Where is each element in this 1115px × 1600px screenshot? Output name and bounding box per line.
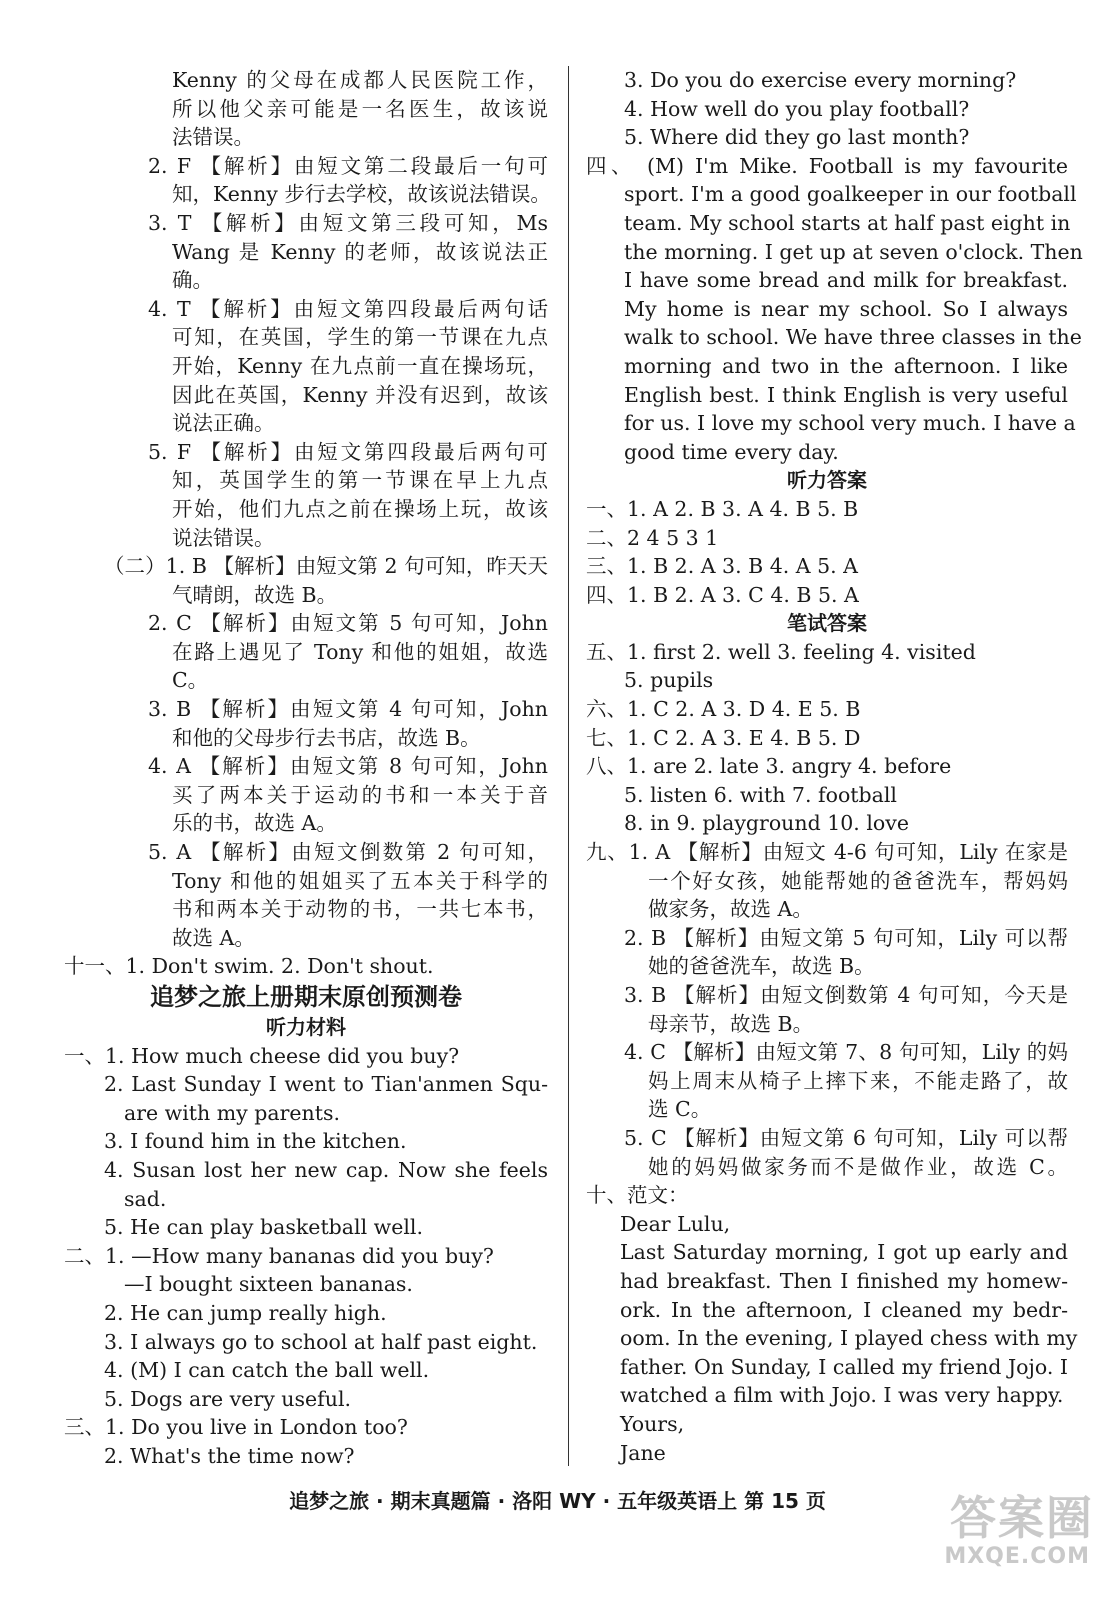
text-line: Tony 和他的姐姐买了五本关于科学的: [172, 868, 548, 893]
text-line: —I bought sixteen bananas.: [124, 1272, 413, 1297]
text-line: 三、1. Do you live in London too?: [64, 1415, 408, 1440]
answer-line: 5. F 【解析】由短文第四段最后两句可: [148, 439, 548, 464]
answer-line: 8. in 9. playground 10. love: [624, 811, 909, 836]
text-line: 故选 A。: [172, 925, 255, 950]
text-line: English best. I think English is very useful: [624, 382, 1068, 407]
answer-line: 九、1. A 【解析】由短文 4-6 句可知，Lily 在家是: [586, 840, 1068, 865]
text-line: 说法错误。: [172, 525, 275, 550]
text-line: the morning. I get up at seven o'clock. Then: [624, 239, 1083, 264]
text-line: Dear Lulu,: [620, 1211, 731, 1236]
text-line: 在路上遇见了 Tony 和他的姐姐，故选: [172, 639, 548, 664]
text-line: 4. Susan lost her new cap. Now she feels: [104, 1157, 548, 1182]
text-line: 3. Do you do exercise every morning?: [624, 68, 1017, 92]
text-line: 5. Dogs are very useful.: [104, 1386, 352, 1411]
text-line: 3. I always go to school at half past eight.: [104, 1329, 538, 1354]
text-line: ork. In the afternoon, I cleaned my bedr-: [620, 1297, 1068, 1322]
answer-line: 七、1. C 2. A 3. E 4. B 5. D: [586, 725, 861, 750]
text-line: 气晴朗，故选 B。: [172, 582, 338, 607]
text-line: father. On Sunday, I called my friend Jojo. I: [620, 1354, 1068, 1379]
text-line: 选 C。: [648, 1097, 712, 1122]
text-line: 二、1. —How many bananas did you buy?: [64, 1243, 494, 1268]
text-line: My home is near my school. So I always: [624, 296, 1068, 321]
answer-line: 一、1. A 2. B 3. A 4. B 5. B: [586, 496, 859, 521]
text-line: 说法正确。: [172, 411, 275, 436]
text-line: 书和两本关于动物的书，一共七本书，: [172, 897, 548, 922]
section-subtitle: 听力材料: [266, 1015, 346, 1039]
answer-line: 3. B 【解析】由短文倒数第 4 句可知，今天是: [624, 983, 1068, 1007]
text-line: walk to school. We have three classes in the: [624, 325, 1082, 350]
text-line: watched a film with Jojo. I was very happy.: [620, 1383, 1064, 1408]
text-line: 法错误。: [172, 125, 254, 150]
section-title: 追梦之旅上册期末原创预测卷: [150, 983, 462, 1011]
text-line: 所以他父亲可能是一名医生，故该说: [172, 96, 548, 121]
text-line: 2. What's the time now?: [104, 1443, 355, 1468]
text-line: 4. How well do you play football?: [624, 96, 970, 121]
text-line: Jane: [620, 1440, 666, 1465]
text-line: Kenny 的父母在成都人民医院工作，: [172, 68, 548, 92]
answer-line: 4. C 【解析】由短文第 7、8 句可知，Lily 的妈: [624, 1040, 1068, 1065]
section-subtitle: 笔试答案: [787, 611, 867, 636]
answer-line: 四、1. B 2. A 3. C 4. B 5. A: [586, 582, 859, 607]
answer-line: 4. T 【解析】由短文第四段最后两句话: [148, 296, 548, 321]
text-line: sport. I'm a good goalkeeper in our football: [624, 182, 1077, 207]
answer-line: （二）1. B 【解析】由短文第 2 句可知，昨天天: [104, 554, 548, 579]
text-line: 因此在英国，Kenny 并没有迟到，故该: [172, 382, 548, 407]
text-line: 开始，他们九点之前在操场上玩，故该: [172, 496, 548, 521]
text-line: 一个好女孩，她能帮她的爸爸洗车，帮妈妈: [648, 868, 1068, 893]
text-line: 2. Last Sunday I went to Tian'anmen Squ-: [104, 1072, 548, 1097]
answer-line: 2. C 【解析】由短文第 5 句可知，John: [148, 611, 548, 636]
text-line: 四、 (M) I'm Mike. Football is my favourite: [586, 153, 1068, 178]
text-line: team. My school starts at half past eight in: [624, 210, 1071, 235]
text-line: 可知，在英国，学生的第一节课在九点: [172, 325, 548, 350]
answer-line: 5. pupils: [624, 668, 714, 693]
right-column: [586, 66, 1083, 1467]
answer-line: 4. A 【解析】由短文第 8 句可知，John: [148, 754, 548, 779]
answer-line: 3. T 【解析】由短文第三段可知，Ms: [148, 210, 548, 235]
answer-line: 六、1. C 2. A 3. D 4. E 5. B: [586, 697, 861, 722]
text-line: Wang 是 Kenny 的老师，故该说法正: [172, 239, 548, 264]
text-line: 4. (M) I can catch the ball well.: [104, 1358, 430, 1383]
text-line: Last Saturday morning, I got up early and: [620, 1240, 1068, 1265]
text-line: 2. He can jump really high.: [104, 1300, 387, 1325]
text-line: I have some bread and milk for breakfast.: [624, 268, 1068, 293]
text-line: 她的妈妈做家务而不是做作业，故选 C。: [648, 1154, 1068, 1179]
text-line: 和他的父母步行去书店，故选 B。: [172, 725, 481, 750]
text-line: oom. In the evening, I played chess with my: [620, 1326, 1078, 1351]
text-line: had breakfast. Then I finished my homew-: [620, 1268, 1068, 1293]
text-line: good time every day.: [624, 439, 839, 464]
text-line: 知，英国学生的第一节课在早上九点: [172, 468, 548, 493]
text-line: 确。: [172, 268, 213, 293]
answer-line: 十、范文：: [586, 1183, 689, 1208]
answer-line: 5. A 【解析】由短文倒数第 2 句可知，: [148, 840, 548, 865]
answer-line: 三、1. B 2. A 3. B 4. A 5. A: [586, 554, 858, 579]
text-line: 3. I found him in the kitchen.: [104, 1129, 407, 1154]
answer-line: 2. B 【解析】由短文第 5 句可知，Lily 可以帮: [624, 925, 1068, 950]
text-line: 知，Kenny 步行去学校，故该说法错误。: [172, 182, 551, 207]
text-line: 5. He can play basketball well.: [104, 1215, 423, 1240]
text-line: 她的爸爸洗车，故选 B。: [648, 954, 875, 979]
text-line: 买了两本关于运动的书和一本关于音: [172, 782, 548, 807]
text-line: Yours,: [620, 1411, 685, 1436]
text-line: 母亲节，故选 B。: [648, 1011, 814, 1036]
text-line: 5. Where did they go last month?: [624, 125, 970, 150]
answer-line: 十一、1. Don't swim. 2. Don't shout.: [64, 954, 434, 979]
text-line: sad.: [124, 1186, 167, 1211]
answer-line: 八、1. are 2. late 3. angry 4. before: [586, 754, 952, 779]
column-divider: [568, 66, 569, 1466]
text-line: 做家务，故选 A。: [648, 897, 813, 922]
watermark-text: 答案圈: [950, 1491, 1094, 1545]
watermark-logo: [918, 1482, 1094, 1572]
text-line: C。: [172, 668, 209, 693]
text-line: 开始，Kenny 在九点前一直在操场玩，: [172, 353, 548, 378]
text-line: for us. I love my school very much. I have a: [624, 411, 1076, 436]
section-subtitle: 听力答案: [787, 468, 867, 493]
answer-line: 2. F 【解析】由短文第二段最后一句可: [148, 153, 548, 178]
answer-line: 3. B 【解析】由短文第 4 句可知，John: [148, 697, 548, 722]
answer-line: 二、2 4 5 3 1: [586, 525, 719, 550]
text-line: morning and two in the afternoon. I like: [624, 353, 1068, 378]
text-line: 一、1. How much cheese did you buy?: [64, 1043, 460, 1068]
watermark-url: MXQE.COM: [944, 1544, 1090, 1569]
text-line: 乐的书，故选 A。: [172, 811, 337, 836]
answer-line: 5. C 【解析】由短文第 6 句可知，Lily 可以帮: [624, 1125, 1068, 1150]
answer-line: 5. listen 6. with 7. football: [624, 782, 897, 807]
text-line: 妈上周末从椅子上摔下来，不能走路了，故: [648, 1068, 1068, 1093]
left-column: [64, 66, 551, 1471]
answer-line: 五、1. first 2. well 3. feeling 4. visited: [586, 639, 976, 664]
text-line: are with my parents.: [124, 1100, 341, 1125]
page-footer: 追梦之旅 · 期末真题篇 · 洛阳 WY · 五年级英语上 第 15 页: [289, 1489, 826, 1513]
